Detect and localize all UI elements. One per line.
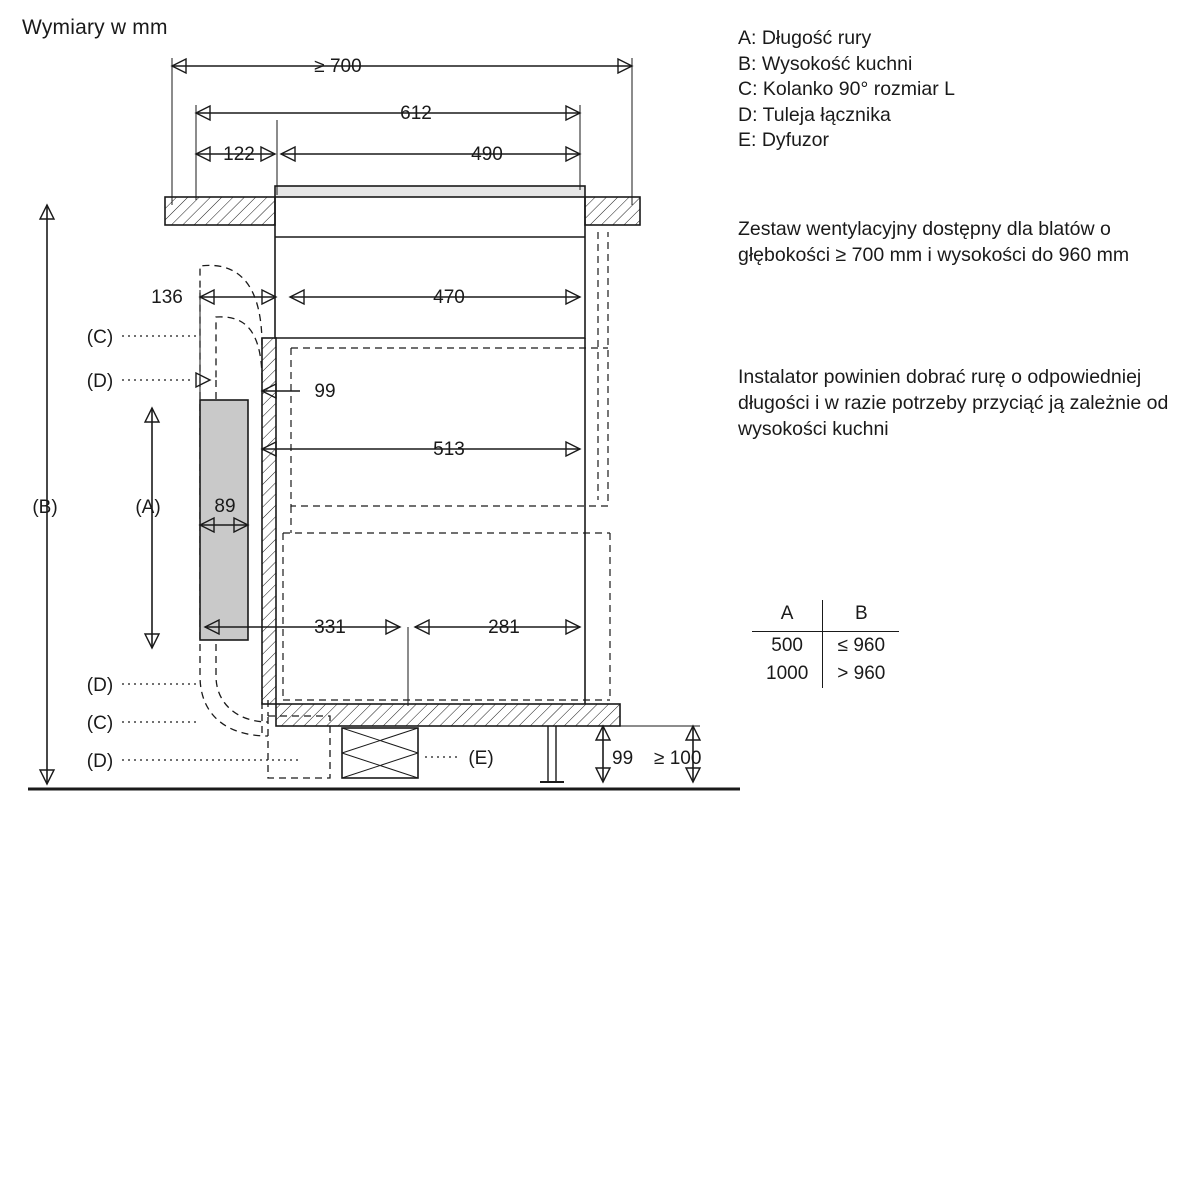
marker-D-mid: (D) — [86, 675, 114, 696]
legend — [738, 26, 955, 154]
marker-D-lower: (D) — [86, 751, 114, 772]
legend-item-a: A: Długość rury — [738, 27, 872, 49]
dim-470: 470 — [433, 287, 465, 308]
legend-item-b: B: Wysokość kuchni — [738, 52, 913, 75]
legend-item-c: C: Kolanko 90° rozmiar L — [738, 78, 955, 100]
pipe-length-table — [752, 600, 899, 688]
page-title: Wymiary w mm — [22, 16, 168, 39]
dim-513: 513 — [433, 439, 465, 460]
marker-D-upper: (D) — [86, 371, 114, 392]
table-header-b: B — [823, 600, 900, 632]
dim-89: 89 — [214, 496, 236, 517]
note-installer: Instalator powinien dobrać rurę o odpowiedniej długości i w razie potrzeby przyciąć ją zależnie od wysokości kuchni — [738, 366, 1169, 440]
legend-item-d: D: Tuleja łącznika — [738, 103, 891, 126]
dim-100: ≥ 100 — [654, 748, 702, 769]
dim-490: 490 — [471, 144, 503, 165]
dim-612: 612 — [400, 103, 432, 124]
cell-a-1000: 1000 — [766, 663, 809, 684]
table-row — [752, 660, 899, 688]
table-row — [752, 632, 899, 661]
legend-item-e: E: Dyfuzor — [738, 129, 830, 151]
cell-b-960-max: ≤ 960 — [823, 632, 900, 661]
marker-A: (A) — [135, 497, 161, 518]
dim-136: 136 — [151, 287, 183, 308]
marker-C-lower: (C) — [86, 713, 114, 734]
cell-b-960-over: > 960 — [823, 660, 900, 688]
dim-99-upper: 99 — [314, 381, 336, 402]
dim-99-lower: 99 — [612, 748, 634, 769]
dim-281: 281 — [488, 617, 520, 638]
dim-top-width: ≥ 700 — [314, 56, 362, 77]
note-ventilation-set: Zestaw wentylacyjny dostępny dla blatów o głębokości ≥ 700 mm i wysokości do 960 mm — [738, 218, 1130, 266]
dim-331: 331 — [314, 617, 346, 638]
table-header-a: A — [752, 600, 823, 632]
dim-122: 122 — [223, 144, 255, 165]
marker-E: (E) — [468, 748, 494, 769]
cell-a-500: 500 — [771, 635, 803, 656]
marker-C-upper: (C) — [86, 327, 114, 348]
marker-B: (B) — [32, 497, 58, 518]
